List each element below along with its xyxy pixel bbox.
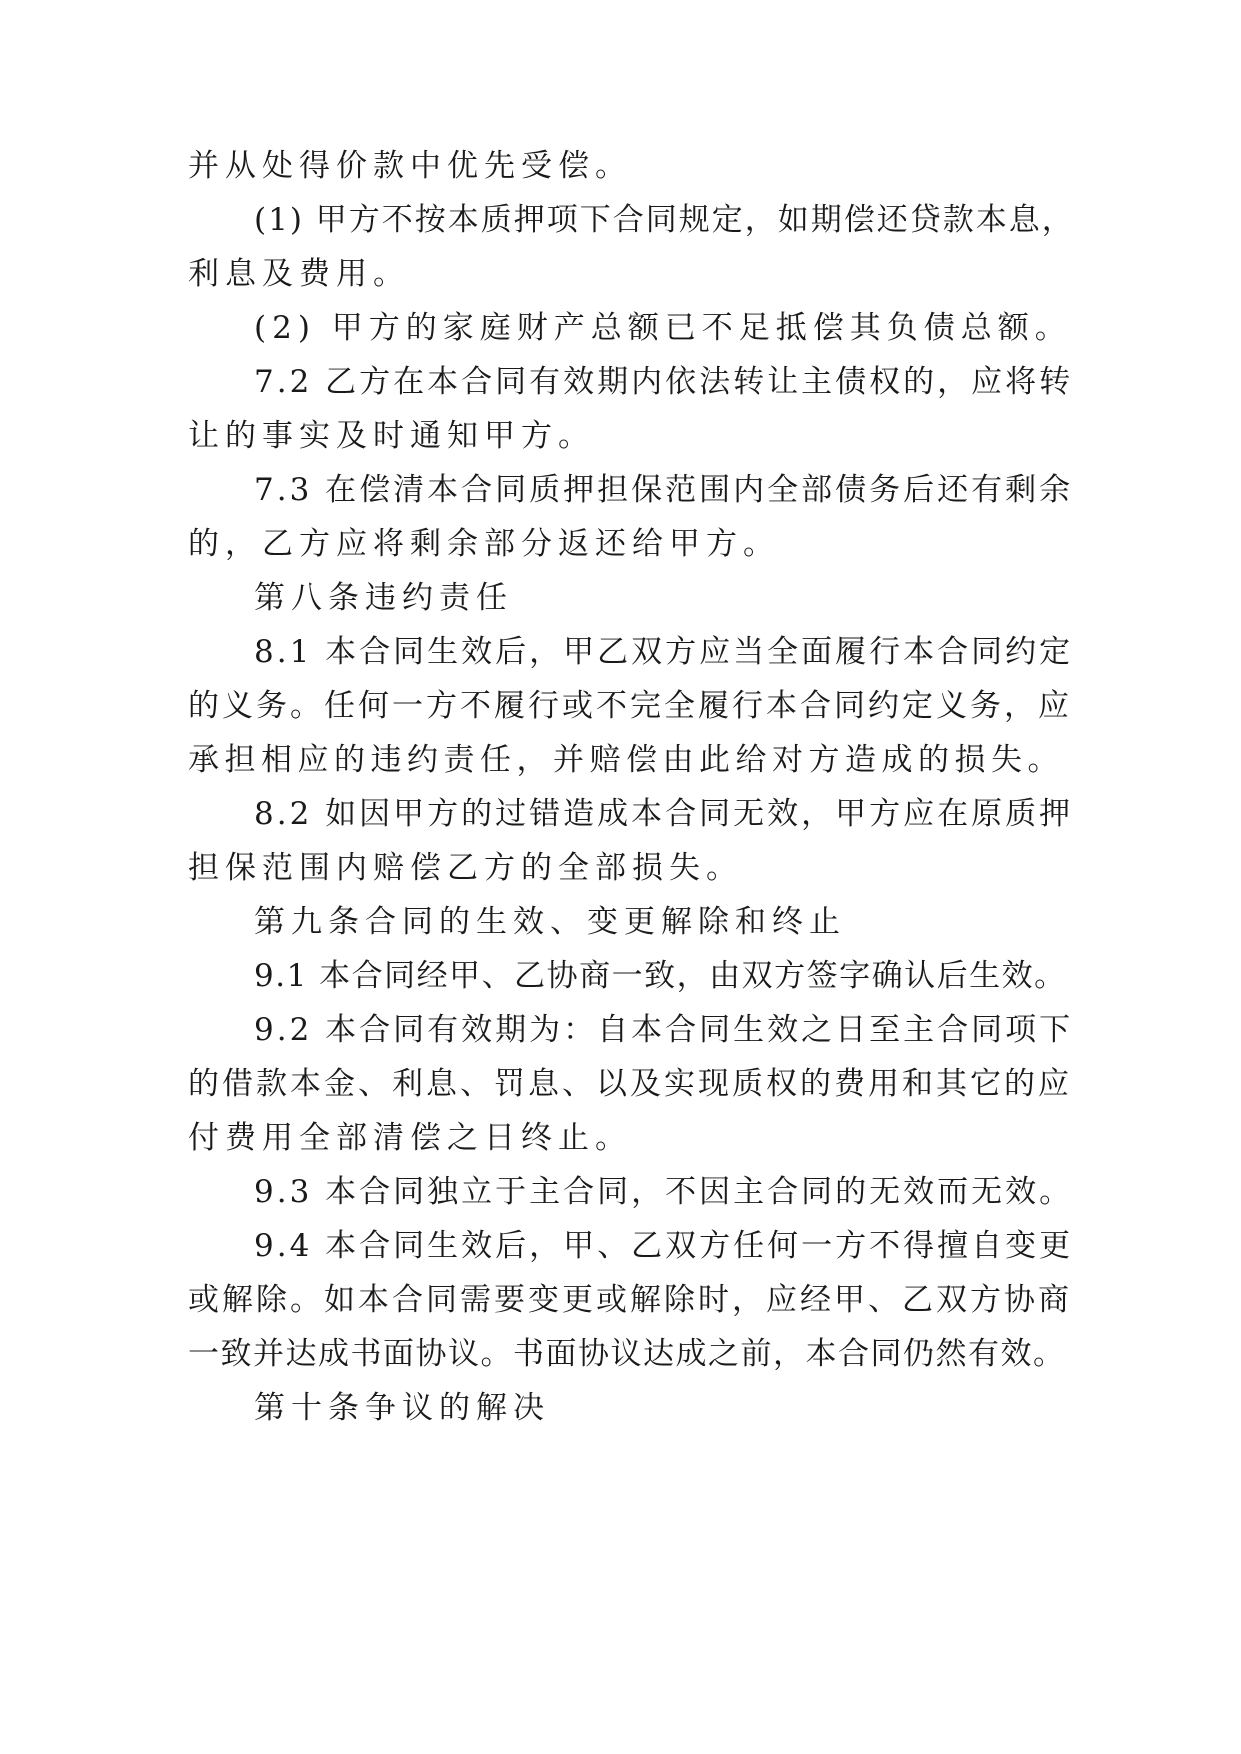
text-line: (1) 甲方不按本质押项下合同规定，如期偿还贷款本息， bbox=[254, 202, 1075, 238]
text-line: 7.2 乙方在本合同有效期内依法转让主债权的，应将转 bbox=[254, 364, 1074, 400]
text-line: 8.1 本合同生效后，甲乙双方应当全面履行本合同约定 bbox=[254, 634, 1074, 670]
text-line: 的，乙方应将剩余部分返还给甲方。 bbox=[188, 526, 780, 562]
text-line: 并从处得价款中优先受偿。 bbox=[188, 148, 632, 184]
section-heading: 第九条合同的生效、变更解除和终止 bbox=[254, 904, 846, 940]
text-line: 的借款本金、利息、罚息、以及实现质权的费用和其它的应 bbox=[188, 1066, 1072, 1102]
text-line: 9.1 本合同经甲、乙协商一致，由双方签字确认后生效。 bbox=[254, 958, 1067, 994]
text-line: 承担相应的违约责任，并赔偿由此给对方造成的损失。 bbox=[188, 742, 1064, 778]
section-heading: 第八条违约责任 bbox=[254, 580, 513, 616]
text-line: 9.4 本合同生效后，甲、乙双方任何一方不得擅自变更 bbox=[254, 1228, 1074, 1264]
text-line: 8.2 如因甲方的过错造成本合同无效，甲方应在原质押 bbox=[254, 796, 1074, 832]
text-line: 或解除。如本合同需要变更或解除时，应经甲、乙双方协商 bbox=[188, 1282, 1072, 1318]
text-line: 的义务。任何一方不履行或不完全履行本合同约定义务，应 bbox=[188, 688, 1072, 724]
text-line: 9.2 本合同有效期为：自本合同生效之日至主合同项下 bbox=[254, 1012, 1074, 1048]
text-line: 9.3 本合同独立于主合同，不因主合同的无效而无效。 bbox=[254, 1174, 1074, 1210]
text-line: 利息及费用。 bbox=[188, 256, 410, 292]
text-line: 让的事实及时通知甲方。 bbox=[188, 418, 595, 454]
text-line: 付费用全部清偿之日终止。 bbox=[188, 1120, 632, 1156]
text-line: 一致并达成书面协议。书面协议达成之前，本合同仍然有效。 bbox=[188, 1336, 1066, 1372]
text-line: 7.3 在偿清本合同质押担保范围内全部债务后还有剩余 bbox=[254, 472, 1074, 508]
text-line: (2) 甲方的家庭财产总额已不足抵偿其负债总额。 bbox=[254, 310, 1072, 346]
section-heading: 第十条争议的解决 bbox=[254, 1390, 550, 1426]
text-line: 担保范围内赔偿乙方的全部损失。 bbox=[188, 850, 743, 886]
